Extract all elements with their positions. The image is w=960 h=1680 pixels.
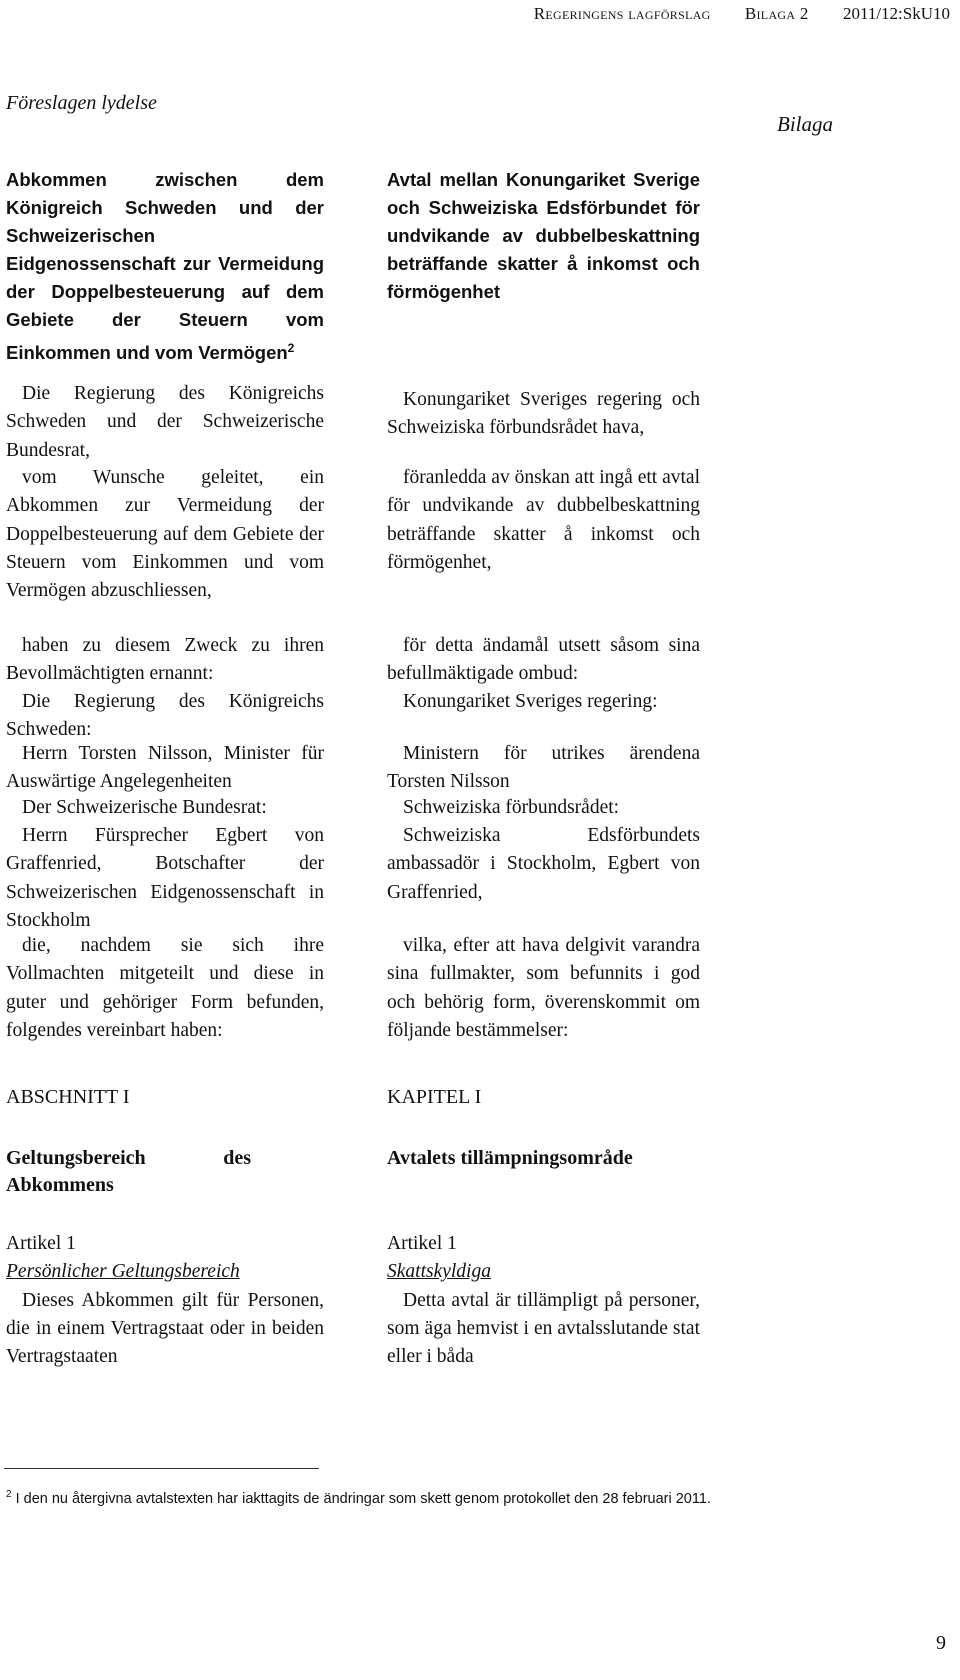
left-p6-text: Der Schweizerische Bundesrat:	[22, 797, 267, 818]
right-article-label: Artikel 1	[387, 1233, 457, 1254]
left-article	[6, 1230, 324, 1371]
left-p7-text: Herrn Fürsprecher Egbert von Graffenried, Botschafter der Schweizerischen Eidgenossenschaft in Stockholm	[6, 825, 324, 931]
left-paragraph-2	[6, 464, 324, 605]
right-p1-text: Konungariket Sveriges regering och Schweiziska förbundsrådet hava,	[387, 389, 700, 439]
right-paragraph-5	[387, 740, 700, 797]
left-title	[6, 166, 324, 367]
right-p4-text: Konungariket Sveriges regering:	[403, 691, 658, 712]
header-proposition: Regeringens lagförslag	[533, 4, 711, 23]
right-title	[387, 166, 700, 306]
left-p3-text: haben zu diesem Zweck zu ihren Bevollmächtigten ernannt:	[6, 635, 324, 685]
right-p6-text: Schweiziska förbundsrådet:	[403, 797, 620, 818]
right-paragraph-3	[387, 632, 700, 689]
intro-label: Föreslagen lydelse	[6, 92, 157, 114]
right-p3-text: för detta ändamål utsett såsom sina befullmäktigade ombud:	[387, 635, 700, 685]
header-bilaga: Bilaga 2	[744, 4, 809, 23]
right-article-text: Detta avtal är tillämpligt på personer, som äga hemvist i en avtalsslutande stat eller i båda	[387, 1289, 700, 1368]
right-paragraph-6	[387, 794, 700, 822]
right-p8-text: vilka, efter att hava delgivit varandra sina fullmakter, som befunnits i god och behörig form, överenskommit om följande bestämmelser:	[387, 935, 700, 1041]
running-header	[534, 4, 950, 24]
footnote-text: I den nu återgivna avtalstexten har iakttagits de ändringar som skett genom protokollet den 28 februari 2011.	[11, 1490, 711, 1507]
left-paragraph-7	[6, 822, 324, 935]
left-paragraph-8	[6, 932, 324, 1045]
right-section-heading	[387, 1086, 481, 1109]
left-p1-text: Die Regierung des Königreichs Schweden und der Schweizerische Bundesrat,	[6, 383, 324, 461]
right-paragraph-7	[387, 822, 700, 907]
bilaga-label: Bilaga	[777, 112, 833, 136]
left-paragraph-5	[6, 740, 324, 797]
header-reference: 2011/12:SkU10	[842, 4, 950, 23]
footnote-ref[interactable]: 2	[287, 341, 295, 355]
left-p2-text: vom Wunsche geleitet, ein Abkommen zur Vermeidung der Doppelbesteuerung auf dem Gebiete der Steuern vom Einkommen und vom Vermögen abzuschliessen,	[6, 467, 324, 602]
left-article-label: Artikel 1	[6, 1233, 76, 1254]
right-article	[387, 1230, 700, 1371]
right-paragraph-8	[387, 932, 700, 1045]
left-paragraph-4	[6, 688, 324, 745]
footnote	[6, 1484, 726, 1510]
page-number: 9	[936, 1632, 946, 1654]
left-paragraph-3	[6, 632, 324, 689]
left-article-title: Persönlicher Geltungsbereich	[6, 1261, 240, 1283]
right-title-text: Avtal mellan Konungariket Sverige och Schweiziska Edsförbundet för undvikande av dubbelbeskattning beträffande skatter å inkomst och förmögenhet	[387, 169, 700, 302]
right-paragraph-2	[387, 464, 700, 577]
left-p5-text: Herrn Torsten Nilsson, Minister für Auswärtige Angelegenheiten	[6, 743, 324, 793]
right-section-title-text: Avtalets tillämpningsområde	[387, 1147, 633, 1169]
left-p8-text: die, nachdem sie sich ihre Vollmachten mitgeteilt und diese in guter und gehöriger Form befunden, folgendes vereinbart haben:	[6, 935, 324, 1041]
footnote-separator	[4, 1468, 319, 1469]
right-p5-text: Ministern för utrikes ärendena Torsten Nilsson	[387, 743, 700, 793]
left-section-title	[6, 1145, 251, 1199]
right-paragraph-4	[387, 688, 700, 716]
left-paragraph-1	[6, 380, 324, 465]
right-p2-text: föranledda av önskan att ingå ett avtal för undvikande av dubbelbeskattning beträffande skatter å inkomst och förmögenhet,	[387, 467, 700, 573]
right-paragraph-1	[387, 386, 700, 443]
right-section-title	[387, 1145, 700, 1172]
left-p4-text: Die Regierung des Königreichs Schweden:	[6, 691, 324, 741]
left-article-text: Dieses Abkommen gilt für Personen, die in einem Vertragstaat oder in beiden Vertragstaaten	[6, 1289, 324, 1368]
right-article-title: Skattskyldiga	[387, 1261, 491, 1283]
right-section-text: KAPITEL I	[387, 1086, 482, 1108]
footnote-marker: 2	[6, 1489, 12, 1500]
left-section-heading	[6, 1086, 130, 1109]
left-section-text: ABSCHNITT I	[6, 1086, 130, 1108]
left-section-title-text: Geltungsbereich des Abkommens	[6, 1147, 251, 1196]
right-p7-text: Schweiziska Edsförbundets ambassadör i Stockholm, Egbert von Graffenried,	[387, 825, 700, 903]
left-paragraph-6	[6, 794, 324, 822]
left-title-text: Abkommen zwischen dem Königreich Schweden und der Schweizerischen Eidgenossenschaft zur Vermeidung der Doppelbesteuerung auf dem Gebiete der Steuern vom Einkommen und vom Vermögen	[6, 169, 324, 364]
